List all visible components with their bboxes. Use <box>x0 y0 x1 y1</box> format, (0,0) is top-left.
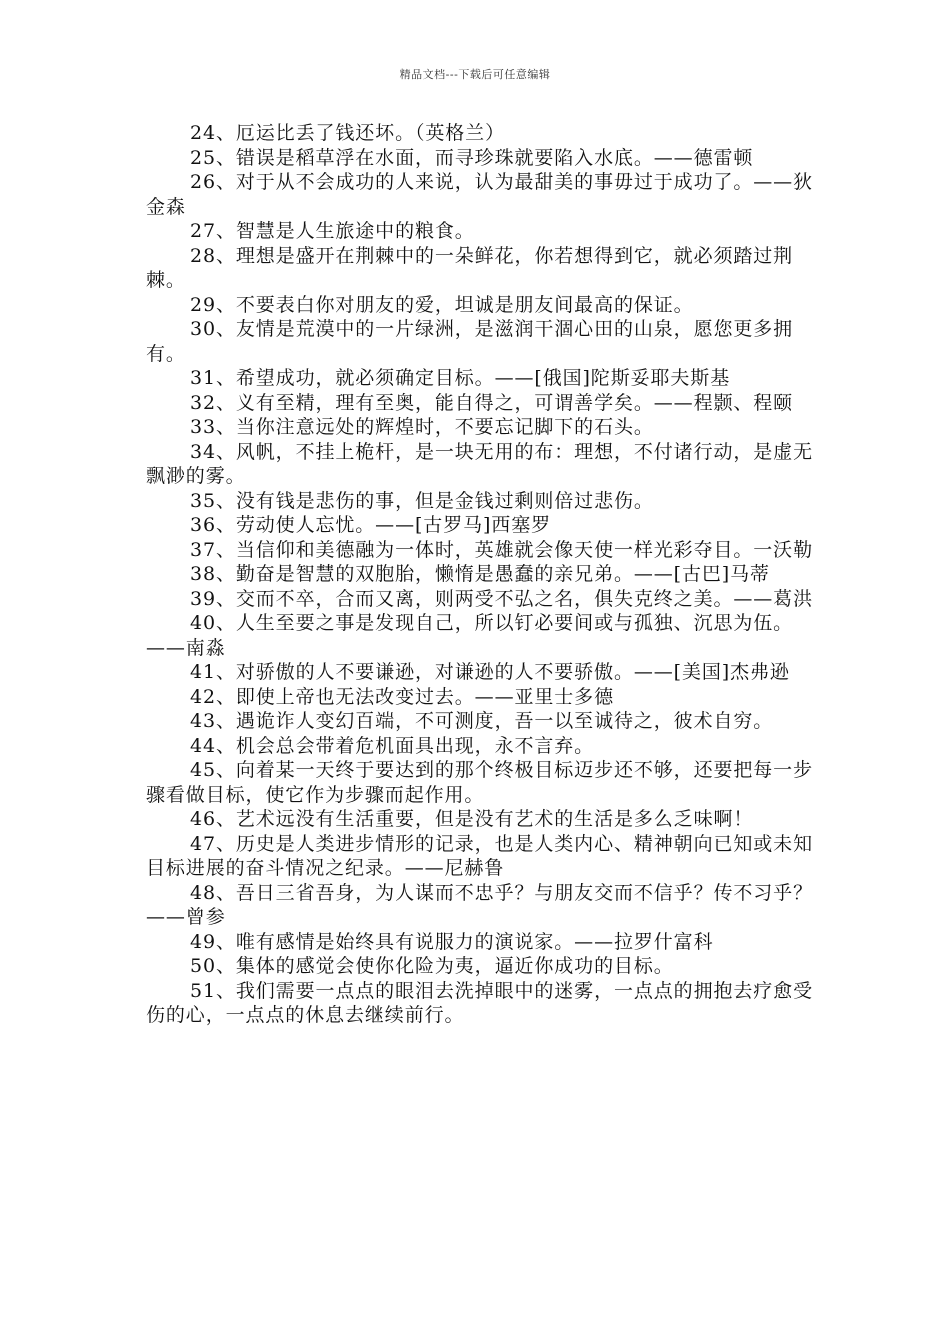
quote-paragraph: 41、对骄傲的人不要谦逊，对谦逊的人不要骄傲。——[美国]杰弗逊 <box>190 661 790 683</box>
page-header: 精品文档---下载后可任意编辑 <box>399 68 551 81</box>
quote-paragraph: 24、厄运比丢了钱还坏。（英格兰） <box>190 122 505 144</box>
document-body <box>146 121 816 1028</box>
quote-paragraph: 46、艺术远没有生活重要，但是没有艺术的生活是多么乏味啊！ <box>190 808 754 830</box>
quote-paragraph: 31、希望成功，就必须确定目标。——[俄国]陀斯妥耶夫斯基 <box>190 367 731 389</box>
quote-paragraph: 27、智慧是人生旅途中的粮食。 <box>190 220 475 242</box>
quote-paragraph: 28、理想是盛开在荆棘中的一朵鲜花，你若想得到它，就必须踏过荆棘。 <box>146 244 794 291</box>
quote-paragraph: 32、义有至精，理有至奥，能自得之，可谓善学矣。——程颢、程颐 <box>190 391 794 414</box>
quote-paragraph: 30、友情是荒漠中的一片绿洲，是滋润干涸心田的山泉，愿您更多拥有。 <box>146 318 794 365</box>
quote-paragraph: 47、历史是人类进步情形的记录，也是人类内心、精神朝向已知或未知目标进展的奋斗情况之纪录。——尼赫鲁 <box>146 832 813 879</box>
quote-paragraph: 33、当你注意远处的辉煌时，不要忘记脚下的石头。 <box>190 416 654 438</box>
quote-paragraph: 45、向着某一天终于要达到的那个终极目标迈步还不够，还要把每一步骤看做目标，使它作为步骤而起作用。 <box>146 759 813 806</box>
quote-paragraph: 51、我们需要一点点的眼泪去洗掉眼中的迷雾，一点点的拥抱去疗愈受伤的心，一点点的休息去继续前行。 <box>146 979 813 1026</box>
quote-paragraph: 44、机会总会带着危机面具出现，永不言弃。 <box>190 734 595 757</box>
quote-paragraph: 42、即使上帝也无法改变过去。——亚里士多德 <box>190 685 614 708</box>
quote-paragraph: 36、劳动使人忘忧。——[古罗马]西塞罗 <box>190 514 552 536</box>
quote-paragraph: 40、人生至要之事是发现自己，所以钉必要间或与孤独、沉思为伍。——南淼 <box>146 612 794 659</box>
quote-paragraph: 25、错误是稻草浮在水面，而寻珍珠就要陷入水底。——德雷顿 <box>190 146 754 169</box>
quote-paragraph: 39、交而不卒，合而又离，则两受不弘之名，俱失克终之美。——葛洪 <box>190 587 813 610</box>
quote-paragraph: 38、勤奋是智慧的双胞胎，懒惰是愚蠢的亲兄弟。——[古巴]马蒂 <box>190 563 770 585</box>
quote-paragraph: 29、不要表白你对朋友的爱，坦诚是朋友间最高的保证。 <box>190 293 694 316</box>
quote-paragraph: 26、对于从不会成功的人来说，认为最甜美的事毋过于成功了。——狄金森 <box>146 171 813 218</box>
quote-paragraph: 48、吾日三省吾身，为人谋而不忠乎？与朋友交而不信乎？传不习乎？——曾参 <box>146 881 813 928</box>
quote-paragraph: 35、没有钱是悲伤的事，但是金钱过剩则倍过悲伤。 <box>190 489 654 512</box>
quote-paragraph: 49、唯有感情是始终具有说服力的演说家。——拉罗什富科 <box>190 930 714 953</box>
quote-paragraph: 43、遇诡诈人变幻百端，不可测度，吾一以至诚待之，彼术自穷。 <box>190 710 774 732</box>
quote-paragraph: 34、风帆，不挂上桅杆，是一块无用的布：理想，不付诸行动，是虚无飘渺的雾。 <box>146 440 813 487</box>
quote-paragraph: 50、集体的感觉会使你化险为夷，逼近你成功的目标。 <box>190 955 674 977</box>
quote-paragraph: 37、当信仰和美德融为一体时，英雄就会像天使一样光彩夺目。一沃勒 <box>190 538 813 561</box>
